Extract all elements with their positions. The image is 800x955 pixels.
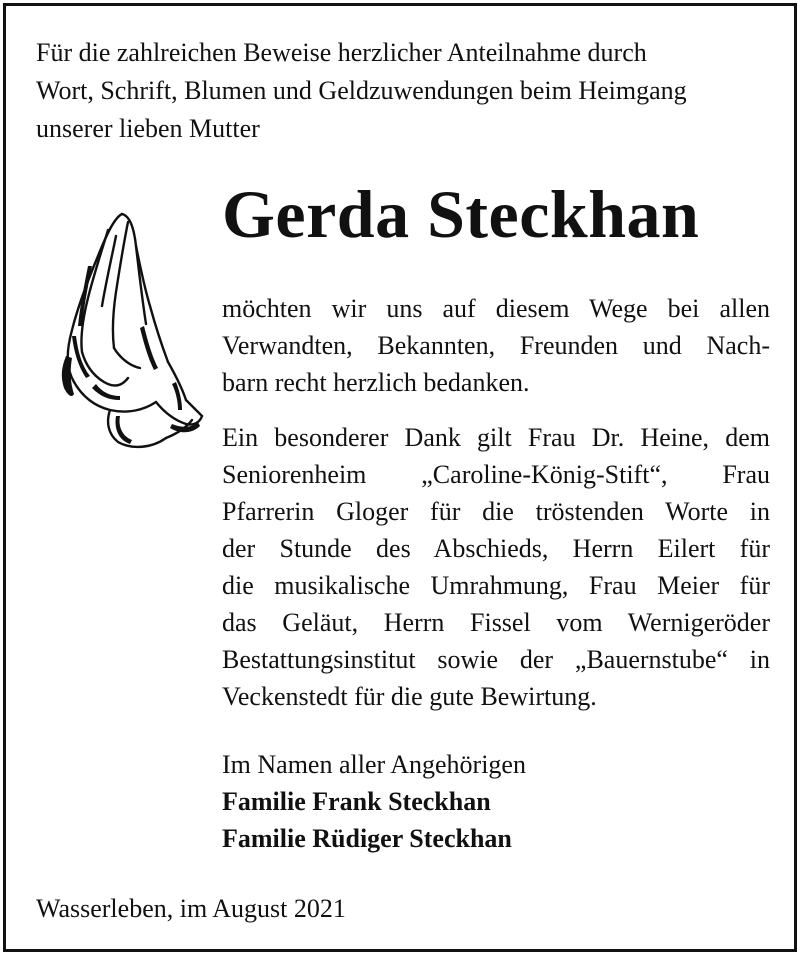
family-name: Familie Rüdiger Steckhan: [222, 824, 512, 853]
intro-line: unserer lieben Mutter: [36, 114, 260, 143]
paragraph-line: barn recht herzlich bedanken.: [222, 368, 530, 397]
paragraph-line: Pfarrerin Gloger für die tröstenden Worte in: [222, 497, 770, 526]
closing-intro: Im Namen aller Angehörigen: [222, 750, 526, 779]
paragraph-line: Ein besonderer Dank gilt Frau Dr. Heine, dem: [222, 423, 770, 452]
paragraph-line: möchten wir uns auf diesem Wege bei allen: [222, 294, 770, 323]
family-name: Familie Frank Steckhan: [222, 787, 491, 816]
paragraph-line: die musikalische Umrahmung, Frau Meier für: [222, 571, 770, 600]
paragraph-line: Verwandten, Bekannten, Freunden und Nach-: [222, 331, 770, 360]
intro-line: Für die zahlreichen Beweise herzlicher Anteilnahme durch: [36, 38, 647, 67]
paragraph-line: Seniorenheim „Caroline-König-Stift“, Frau: [222, 460, 770, 489]
intro-text: [36, 34, 768, 148]
paragraph-line: Bestattungsinstitut sowie der „Bauernstube“ in: [222, 645, 770, 674]
paragraph-line: Veckenstedt für die gute Bewirtung.: [222, 682, 597, 711]
paragraph-line: das Geläut, Herrn Fissel vom Wernigeröder: [222, 608, 770, 637]
paragraph-line: der Stunde des Abschieds, Herrn Eilert für: [222, 534, 770, 563]
place-date: Wasserleben, im August 2021: [36, 894, 346, 923]
thanks-paragraph: [222, 290, 770, 401]
special-thanks-paragraph: [222, 419, 770, 715]
intro-line: Wort, Schrift, Blumen und Geldzuwendungen beim Heimgang: [36, 76, 687, 105]
praying-hands-icon: [36, 206, 206, 456]
deceased-name: Gerda Steckhan: [222, 176, 700, 252]
notice-frame: [3, 3, 797, 952]
closing-signature: [222, 746, 782, 857]
